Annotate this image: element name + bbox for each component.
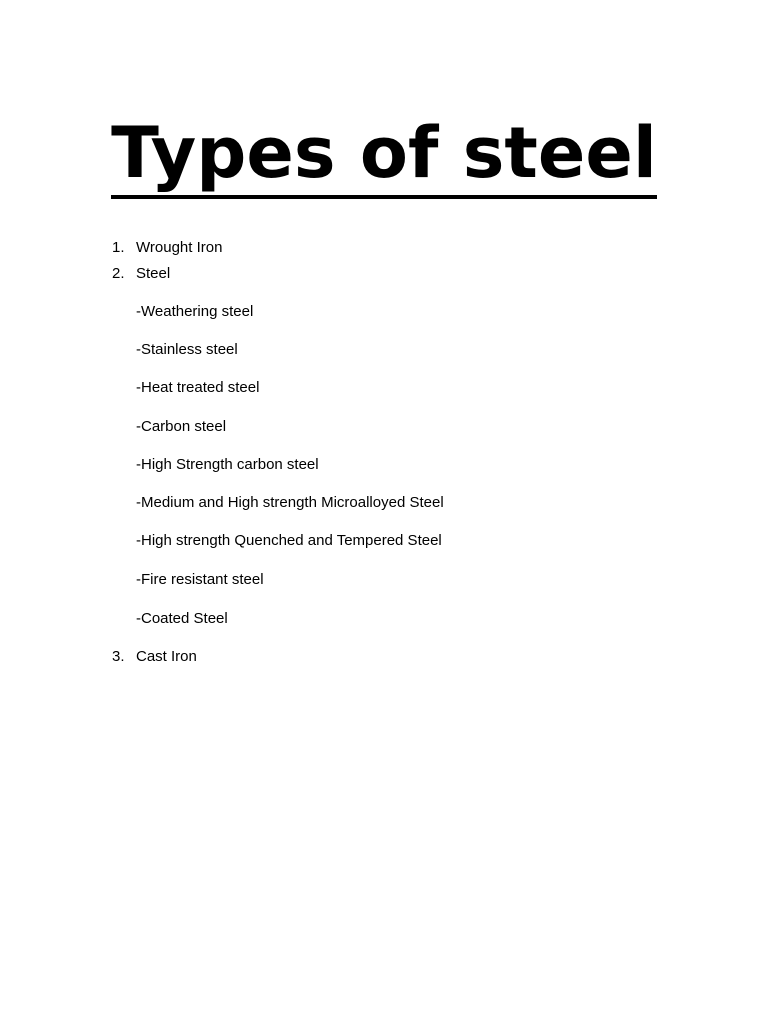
steel-subtype-item: -Heat treated steel (136, 379, 260, 396)
steel-subtype-item: -High strength Quenched and Tempered Steel (136, 532, 442, 549)
steel-subtype-item: -Coated Steel (136, 610, 228, 627)
page-title (0, 108, 768, 199)
list-item-number: 3. (112, 648, 125, 665)
list-item-wrought-iron (112, 239, 222, 257)
list-item-label: Steel (136, 265, 171, 282)
page-title-text: Types of steel (111, 113, 657, 199)
steel-subtype-item: -Weathering steel (136, 303, 254, 320)
steel-subtype-item: -Medium and High strength Microalloyed Steel (136, 494, 444, 511)
list-item-label: Wrought Iron (136, 239, 223, 256)
steel-subtype-item: -High Strength carbon steel (136, 456, 319, 473)
list-item-number: 1. (112, 239, 125, 256)
list-item-steel (112, 265, 170, 283)
list-item-cast-iron (112, 648, 197, 666)
steel-subtype-item: -Fire resistant steel (136, 571, 264, 588)
list-item-label: Cast Iron (136, 648, 197, 665)
steel-subtype-item: -Carbon steel (136, 418, 227, 435)
list-item-number: 2. (112, 265, 125, 282)
steel-subtype-item: -Stainless steel (136, 341, 238, 358)
